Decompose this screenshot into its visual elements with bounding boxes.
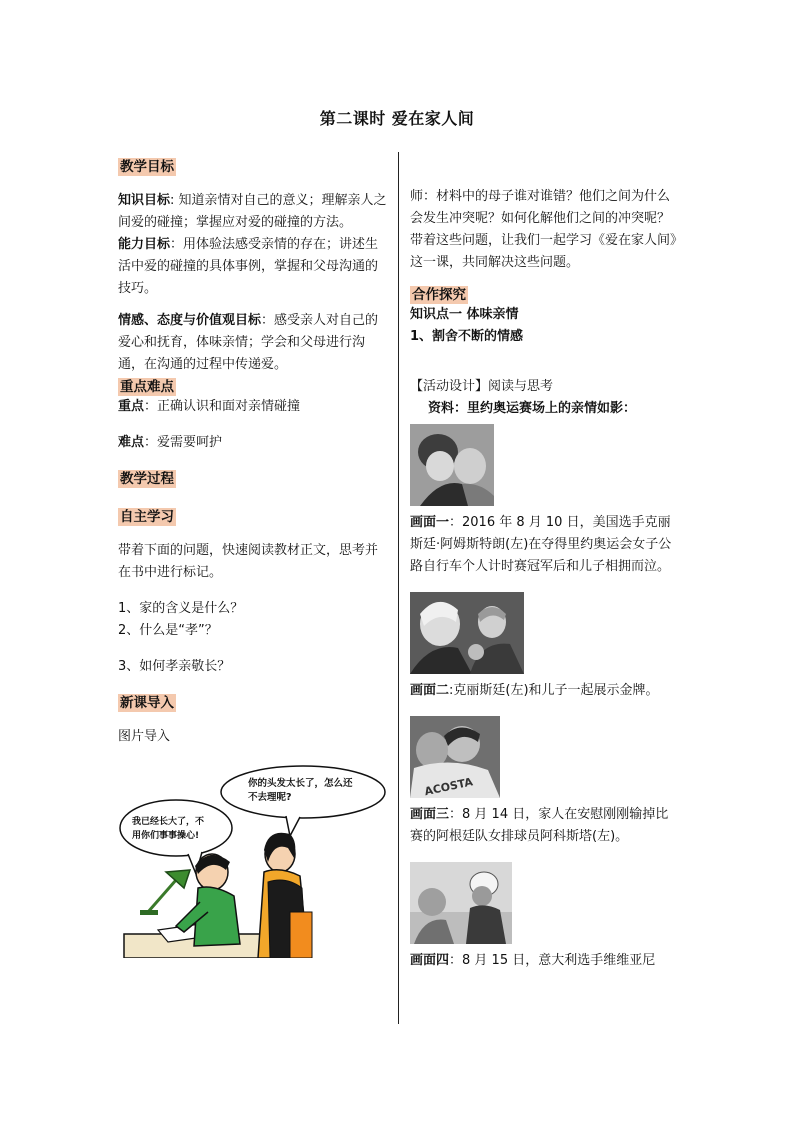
question-2: 2、什么是“孝”？ <box>118 623 218 638</box>
key-point-text: ：正确认识和面对亲情碰撞 <box>144 399 301 414</box>
mom-bubble-text: 你的头发太长了，怎么还不去理呢? <box>248 778 353 803</box>
photo-scene-4 <box>410 862 512 944</box>
photo-scene-3 <box>410 716 500 798</box>
self-study-text: 带着下面的问题，快速阅读教材正文，思考并在书中进行标记。 <box>118 543 379 580</box>
difficult-point <box>118 432 388 454</box>
scene-4-text: ：8 月 15 日，意大利选手维维亚尼 <box>449 953 656 968</box>
difficult-point-label: 难点 <box>118 435 145 450</box>
cartoon-illustration <box>118 762 390 958</box>
right-column <box>410 186 680 972</box>
key-point <box>118 396 388 418</box>
scene-1-caption <box>410 512 680 578</box>
heading-teaching-process: 教学过程 <box>120 471 174 487</box>
emotion-goal <box>118 310 388 376</box>
question-3: 3、如何孝亲敬长？ <box>118 659 231 674</box>
son-bubble-text: 我已经长大了，不用你们事事操心! <box>132 817 205 841</box>
scene-3-caption <box>410 804 680 848</box>
activity-design: 【活动设计】阅读与思考 <box>410 379 554 394</box>
ability-goal <box>118 234 388 300</box>
jersey-name: ACOSTA <box>423 775 474 798</box>
difficult-point-text: ：爱需要呵护 <box>144 435 223 450</box>
scene-2-caption <box>410 680 680 702</box>
scene-2-label: 画面二 <box>410 683 450 698</box>
question-1: 1、家的含义是什么？ <box>118 601 244 616</box>
page-title: 第二课时 爱在家人间 <box>319 109 475 128</box>
heading-key-points: 重点难点 <box>120 379 174 395</box>
knowledge-goal-label: 知识目标 <box>118 193 171 208</box>
son-speech-bubble <box>120 800 232 856</box>
knowledge-goal <box>118 190 388 234</box>
teacher-intro-text: 师：材料中的母子谁对谁错？他们之间为什么会发生冲突呢？如何化解他们之间的冲突呢？带着这些问题，让我们一起学习《爱在家人间》这一课，共同解决这些问题。 <box>410 189 677 270</box>
heading-cooperation: 合作探究 <box>412 287 466 303</box>
knowledge-point-1: 知识点一 体味亲情 <box>410 307 519 322</box>
knowledge-point-1-sub: 1、割舍不断的情感 <box>410 329 524 344</box>
heading-teaching-goals: 教学目标 <box>120 159 174 175</box>
picture-intro-text: 图片导入 <box>118 729 171 744</box>
scene-3-label: 画面三 <box>410 807 450 822</box>
knowledge-goal-text: : 知道亲情对自己的意义；理解亲人之间爱的碰撞；掌握应对爱的碰撞的方法。 <box>118 193 387 230</box>
ability-goal-text: ：用体验法感受亲情的存在；讲述生活中爱的碰撞的具体事例，掌握和父母沟通的技巧。 <box>118 237 379 296</box>
mom-speech-bubble <box>221 766 385 818</box>
scene-4-label: 画面四 <box>410 953 450 968</box>
scene-4-caption <box>410 950 680 972</box>
photo-scene-2 <box>410 592 524 674</box>
ability-goal-label: 能力目标 <box>118 237 171 252</box>
heading-self-study: 自主学习 <box>120 509 174 525</box>
left-column <box>118 156 388 958</box>
material-heading: 资料：里约奥运赛场上的亲情如影： <box>428 401 637 416</box>
key-point-label: 重点 <box>118 399 145 414</box>
column-divider <box>398 152 399 1024</box>
emotion-goal-label: 情感、态度与价值观目标 <box>118 313 262 328</box>
heading-new-lesson: 新课导入 <box>120 695 174 711</box>
photo-scene-1 <box>410 424 494 506</box>
scene-2-text: :克丽斯廷(左)和儿子一起展示金牌。 <box>449 683 659 698</box>
scene-3-text: ：8 月 14 日，家人在安慰刚刚输掉比赛的阿根廷队女排球员阿科斯塔(左)。 <box>410 807 669 844</box>
cartoon-svg <box>118 762 390 958</box>
scene-1-label: 画面一 <box>410 515 450 530</box>
emotion-goal-text: ：感受亲人对自己的爱心和抚育，体味亲情；学会和父母进行沟通，在沟通的过程中传递爱。 <box>118 313 379 372</box>
scene-1-text: ：2016 年 8 月 10 日，美国选手克丽斯廷·阿姆斯特朗(左)在夺得里约奥运会女子公路自行车个人计时赛冠军后和儿子相拥而泣。 <box>410 515 672 574</box>
